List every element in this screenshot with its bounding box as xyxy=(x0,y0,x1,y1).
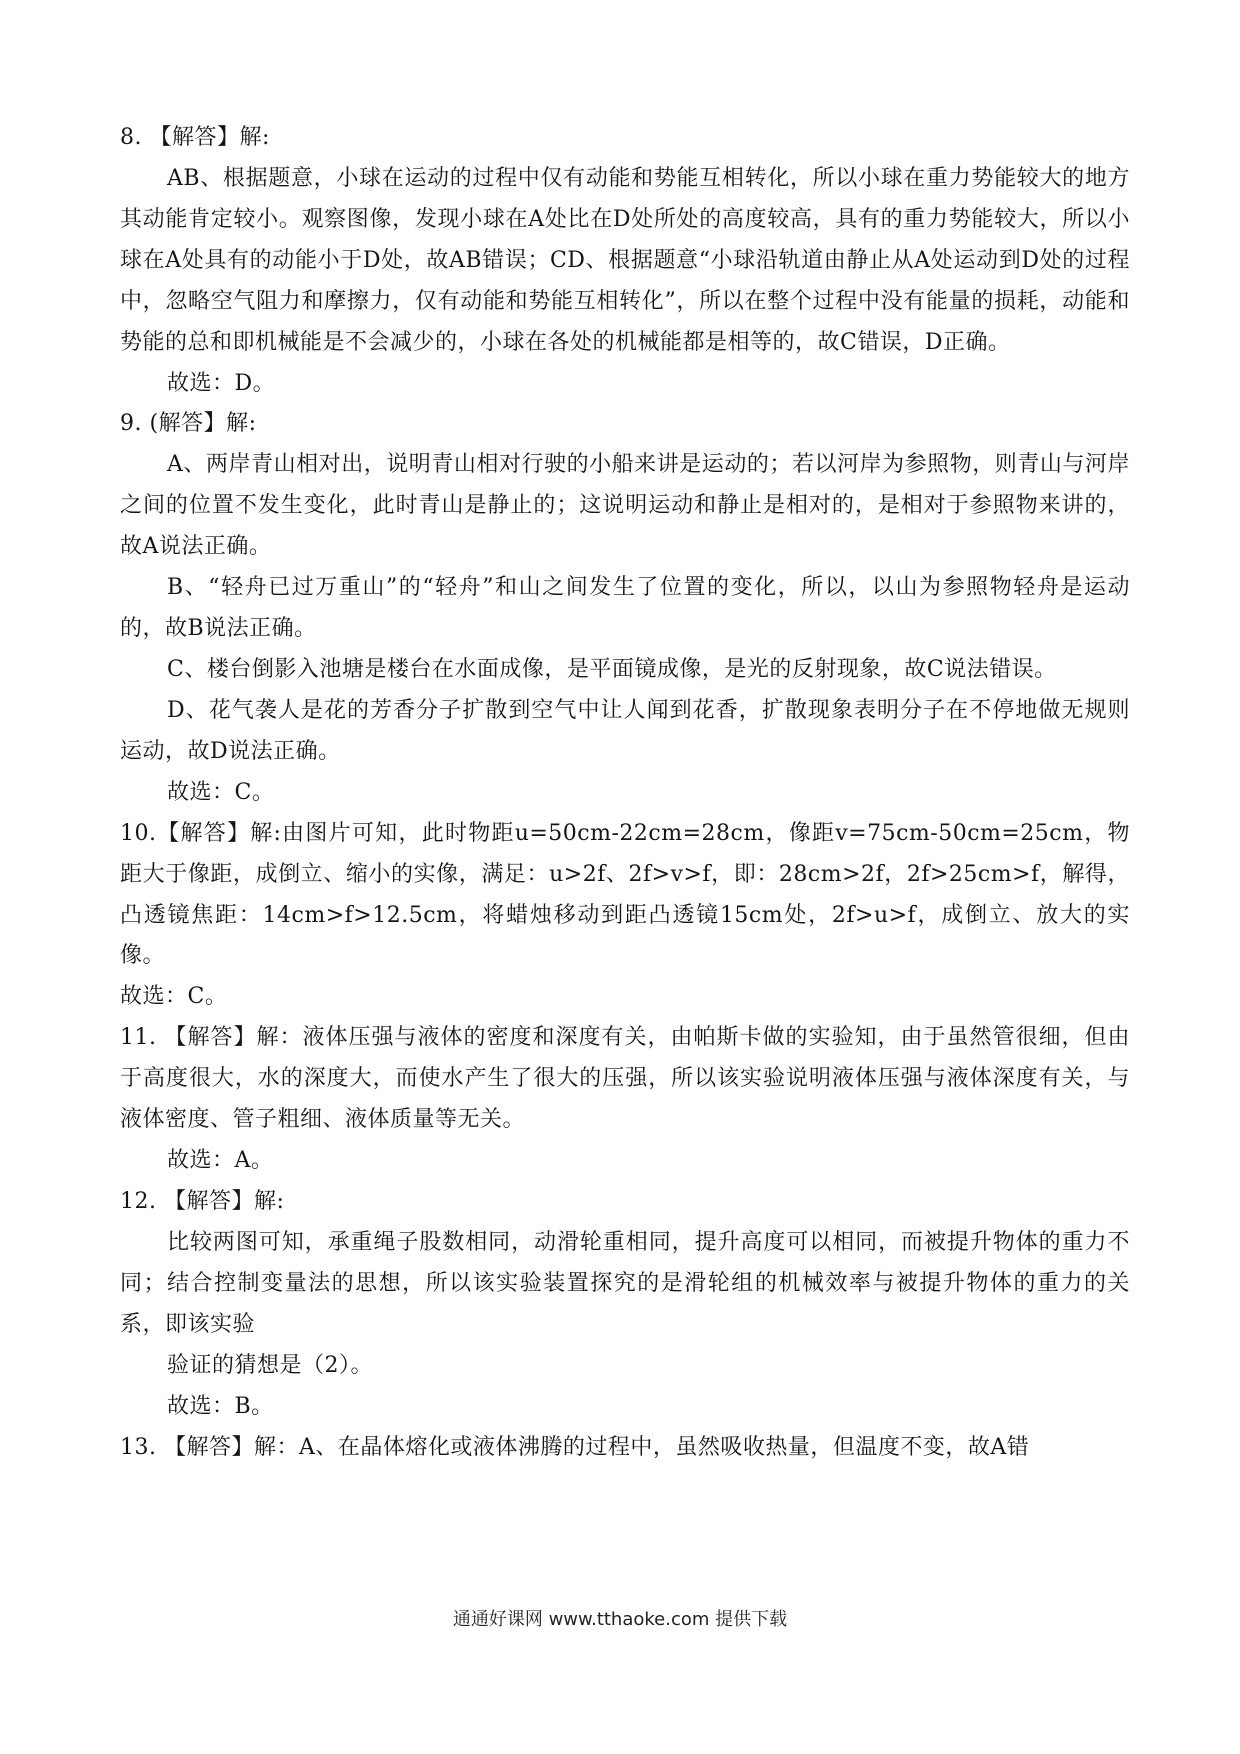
answer-9-option-d: D、花气袭人是花的芳香分子扩散到空气中让人闻到花香，扩散现象表明分子在不停地做无规则运动，故D说法正确。 xyxy=(120,697,1130,764)
answer-10-choice: 故选：C。 xyxy=(120,984,228,1010)
answer-12-heading: 12. 【解答】解: xyxy=(120,1188,285,1214)
answer-8-body: AB、根据题意，小球在运动的过程中仅有动能和势能互相转化，所以小球在重力势能较大的地方其动能肯定较小。观察图像，发现小球在A处比在D处所处的高度较高，具有的重力势能较大，所以小球在A处具有的动能小于D处，故AB错误；CD、根据题意“小球沿轨道由静止从A处运动到D处的过程中，忽略空气阻力和摩擦力，仅有动能和势能互相转化”，所以在整个过程中没有能量的损耗，动能和势能的总和即机械能是不会减少的，小球在各处的机械能都是相等的，故C错误，D正确。 xyxy=(120,165,1130,355)
answer-12-choice: 故选：B。 xyxy=(167,1393,274,1419)
answer-11-choice: 故选：A。 xyxy=(167,1148,274,1174)
answer-content xyxy=(120,118,1130,1468)
answer-8-choice: 故选：D。 xyxy=(167,370,276,396)
answer-10-body: 10.【解答】解:由图片可知，此时物距u=50cm-22cm=28cm，像距v=75cm-50cm=25cm，物距大于像距，成倒立、缩小的实像，满足：u>2f、2f>v>f，即：28cm>2f，2f>25cm>f，解得，凸透镜焦距：14cm>f>12.5cm，将蜡烛移动到距凸透镜15cm处，2f>u>f，成倒立、放大的实像。 xyxy=(120,820,1130,969)
answer-9-choice: 故选：C。 xyxy=(167,779,275,805)
answer-9-heading: 9. (解答】解: xyxy=(120,411,257,437)
page-footer: 通通好课网 www.tthaoke.com 提供下载 xyxy=(452,1609,788,1630)
answer-9-option-a: A、两岸青山相对出，说明青山相对行驶的小船来讲是运动的；若以河岸为参照物，则青山与河岸之间的位置不发生变化，此时青山是静止的；这说明运动和静止是相对的，是相对于参照物来讲的，故A说法正确。 xyxy=(120,452,1130,560)
answer-12-body: 比较两图可知，承重绳子股数相同，动滑轮重相同，提升高度可以相同，而被提升物体的重力不同；结合控制变量法的思想，所以该实验装置探究的是滑轮组的机械效率与被提升物体的重力的关系，即该实验 xyxy=(120,1229,1130,1337)
answer-9-option-c: C、楼台倒影入池塘是楼台在水面成像，是平面镜成像，是光的反射现象，故C说法错误。 xyxy=(167,656,1057,682)
answer-13-body: 13. 【解答】解：A、在晶体熔化或液体沸腾的过程中，虽然吸收热量，但温度不变，故A错 xyxy=(120,1434,1030,1460)
answer-9-option-b: B、“轻舟已过万重山”的“轻舟”和山之间发生了位置的变化，所以，以山为参照物轻舟是运动的，故B说法正确。 xyxy=(120,575,1130,642)
answer-11-body: 11. 【解答】解：液体压强与液体的密度和深度有关，由帕斯卡做的实验知，由于虽然管很细，但由于高度很大，水的深度大，而使水产生了很大的压强，所以该实验说明液体压强与液体深度有关，与液体密度、管子粗细、液体质量等无关。 xyxy=(120,1025,1130,1133)
answer-8-heading: 8. 【解答】解: xyxy=(120,125,270,150)
answer-12-continuation: 验证的猜想是（2）。 xyxy=(167,1352,373,1378)
